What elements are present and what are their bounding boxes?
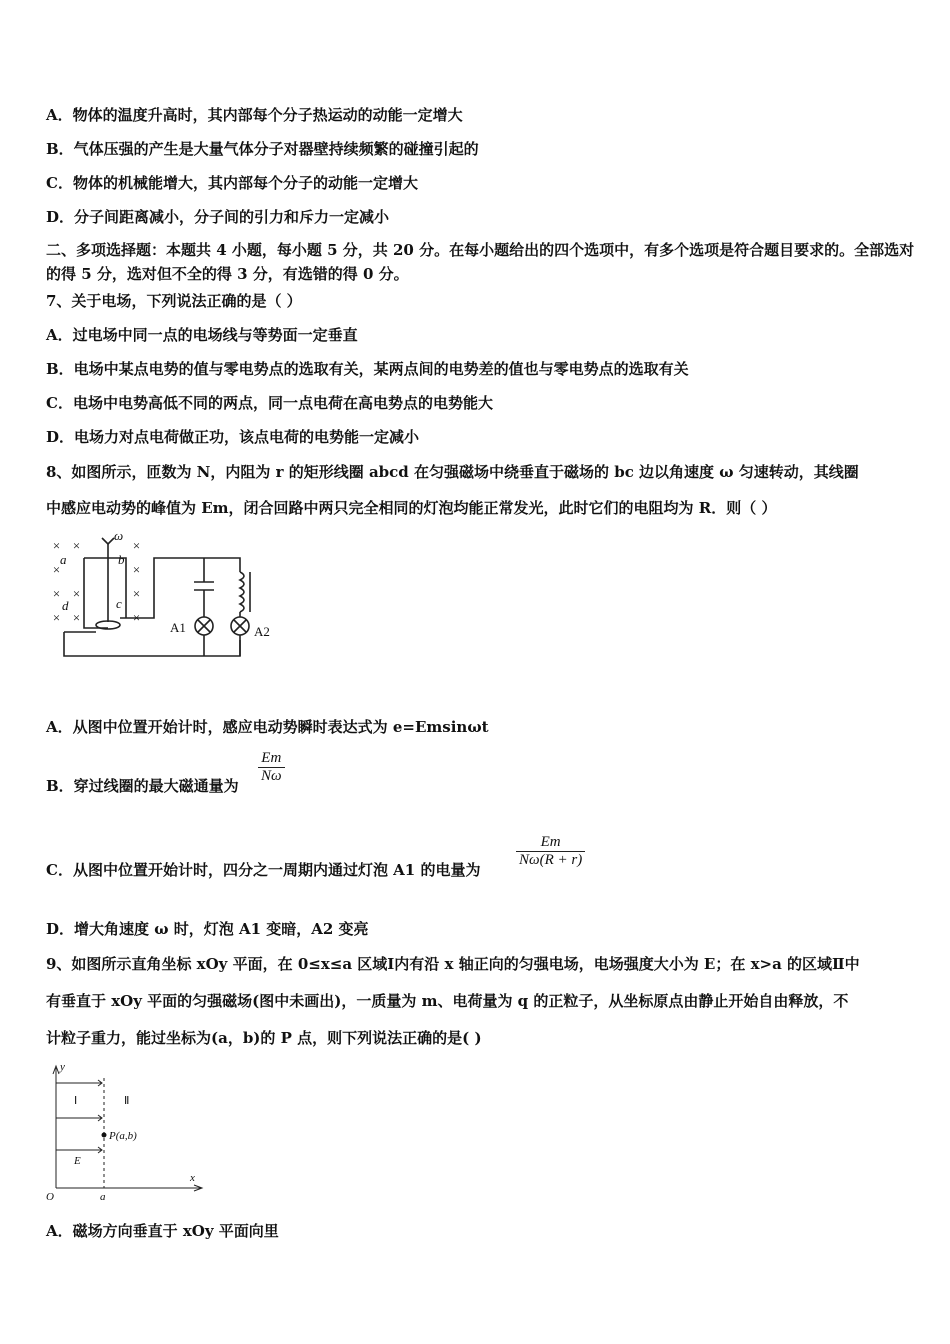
svg-text:×: × bbox=[72, 610, 81, 625]
rotation-arrow bbox=[102, 538, 114, 544]
q9-option-a: A．磁场方向垂直于 xOy 平面向里 bbox=[46, 1222, 279, 1240]
omega-label: ω bbox=[114, 532, 124, 543]
q8-option-c: C．从图中位置开始计时，四分之一周期内通过灯泡 A1 的电量为 bbox=[46, 861, 481, 879]
q8-stem-line2: 中感应电动势的峰值为 Em，闭合回路中两只完全相同的灯泡均能正常发光，此时它们的电阻均为 R．则（ ） bbox=[46, 499, 777, 517]
fraction-c-denominator: Nω(R + r) bbox=[519, 852, 583, 868]
origin-label: O bbox=[46, 1191, 54, 1203]
q9-stem-line3: 计粒子重力，能过坐标为(a，b)的 P 点，则下列说法正确的是( ) bbox=[46, 1029, 482, 1047]
q6-option-d: D．分子间距离减小，分子间的引力和斥力一定减小 bbox=[46, 208, 390, 226]
q9-stem-line2: 有垂直于 xOy 平面的匀强磁场(图中未画出)，一质量为 m、电荷量为 q 的正粒子，从坐标原点由静止开始自由释放，不 bbox=[46, 992, 849, 1010]
label-b: b bbox=[118, 552, 125, 567]
label-a: a bbox=[60, 552, 67, 567]
bottom-wire bbox=[64, 632, 240, 656]
fraction-max-flux bbox=[258, 750, 285, 785]
inductor-coil bbox=[240, 572, 244, 612]
y-label: y bbox=[60, 1061, 65, 1073]
point-p bbox=[102, 1133, 107, 1138]
q7-option-a: A．过电场中同一点的电场线与等势面一定垂直 bbox=[46, 326, 358, 344]
svg-text:×: × bbox=[132, 586, 141, 601]
q6-option-a: A．物体的温度升高时，其内部每个分子热运动的动能一定增大 bbox=[46, 106, 463, 124]
q8-stem-line1: 8、如图所示，匝数为 N，内阻为 r 的矩形线圈 abcd 在匀强磁场中绕垂直于磁场的 bc 边以角速度 ω 匀速转动，其线圈 bbox=[46, 463, 859, 481]
q7-stem: 7、关于电场，下列说法正确的是（ ） bbox=[46, 292, 302, 310]
point-p-label: P(a,b) bbox=[109, 1130, 137, 1142]
svg-text:×: × bbox=[52, 610, 61, 625]
label-c: c bbox=[116, 596, 122, 611]
lamp2-label: A2 bbox=[254, 624, 270, 639]
fraction-charge bbox=[516, 834, 585, 869]
q7-option-b: B．电场中某点电势的值与零电势点的选取有关，某两点间的电势差的值也与零电势点的选取有关 bbox=[46, 360, 689, 378]
fraction-b-numerator: Em bbox=[258, 750, 285, 768]
field-e-label: E bbox=[74, 1155, 81, 1167]
svg-text:×: × bbox=[132, 538, 141, 553]
svg-text:×: × bbox=[132, 610, 141, 625]
fraction-b-denominator: Nω bbox=[261, 768, 282, 784]
q7-option-c: C．电场中电势高低不同的两点，同一点电荷在高电势点的电势能大 bbox=[46, 394, 493, 412]
a-label: a bbox=[100, 1191, 106, 1203]
q9-stem-line1: 9、如图所示直角坐标 xOy 平面，在 0≤x≤a 区域Ⅰ内有沿 x 轴正向的匀强电场，电场强度大小为 E；在 x>a 的区域Ⅱ中 bbox=[46, 955, 860, 973]
region-1-label: Ⅰ bbox=[74, 1095, 78, 1107]
coil-left-side bbox=[84, 558, 108, 628]
q8-option-a: A．从图中位置开始计时，感应电动势瞬时表达式为 e=Emsinωt bbox=[46, 718, 489, 736]
region-2-label: Ⅱ bbox=[124, 1095, 130, 1107]
svg-text:×: × bbox=[72, 586, 81, 601]
label-d: d bbox=[62, 598, 69, 613]
x-label: x bbox=[190, 1172, 195, 1184]
svg-text:×: × bbox=[52, 586, 61, 601]
q8-circuit-figure bbox=[44, 532, 284, 662]
fraction-c-numerator: Em bbox=[516, 834, 585, 852]
svg-text:×: × bbox=[52, 562, 61, 577]
q9-coordinate-figure bbox=[44, 1058, 214, 1203]
q8-option-d: D．增大角速度 ω 时，灯泡 A1 变暗，A2 变亮 bbox=[46, 920, 369, 938]
q6-option-c: C．物体的机械能增大，其内部每个分子的动能一定增大 bbox=[46, 174, 418, 192]
q6-option-b: B．气体压强的产生是大量气体分子对器壁持续频繁的碰撞引起的 bbox=[46, 140, 479, 158]
section-heading: 二、多项选择题：本题共 4 小题，每小题 5 分，共 20 分。在每小题给出的四个选项中，有多个选项是符合题目要求的。全部选对的得 5 分，选对但不全的得 3 分，有选错的得 0 分。 bbox=[46, 241, 915, 283]
lamp1-label: A1 bbox=[170, 620, 186, 635]
field-cross: × bbox=[52, 538, 61, 553]
q7-option-d: D．电场力对点电荷做正功，该点电荷的电势能一定减小 bbox=[46, 428, 420, 446]
q8-option-b: B．穿过线圈的最大磁通量为 bbox=[46, 777, 239, 795]
svg-text:×: × bbox=[132, 562, 141, 577]
svg-text:×: × bbox=[72, 538, 81, 553]
